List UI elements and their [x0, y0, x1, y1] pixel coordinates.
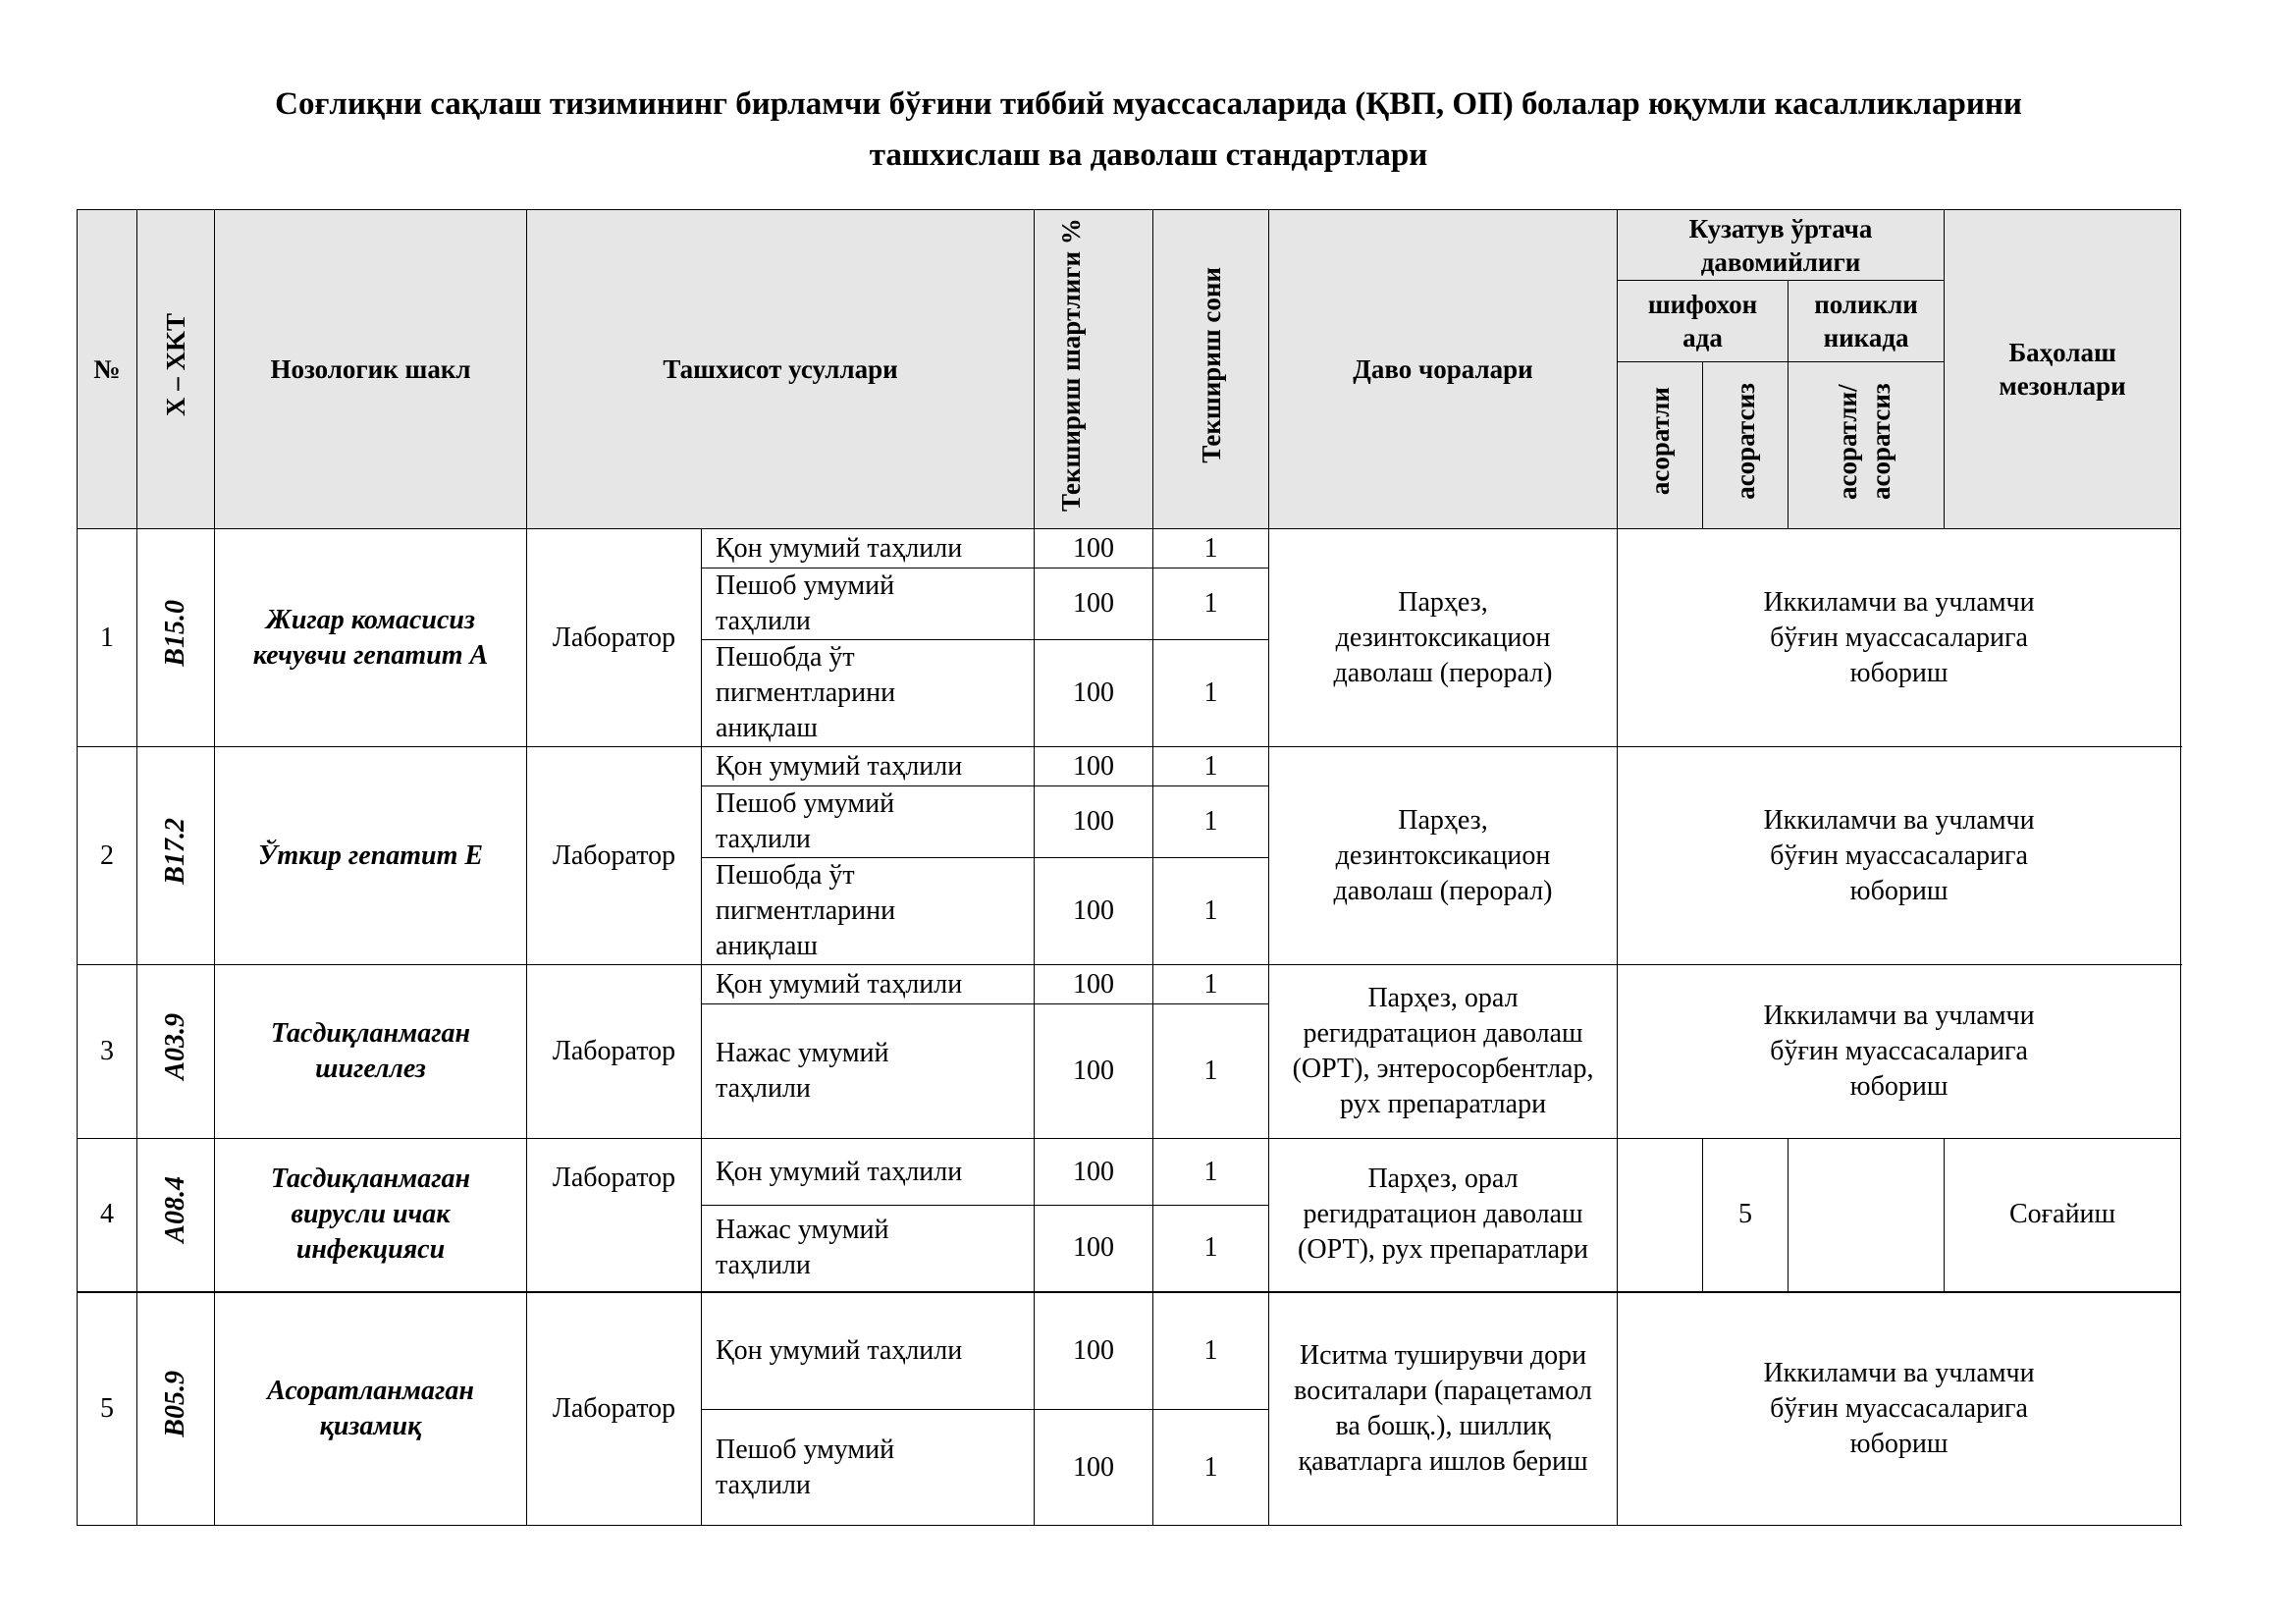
test-name: Нажас умумий таҳлили [702, 1206, 1035, 1292]
test-count: 1 [1153, 529, 1269, 568]
col-header-observation: Кузатув ўртача давомийлиги [1618, 210, 1945, 281]
col-header-icd-text: X – XKT [161, 313, 190, 417]
test-name: Пешоб умумий таҳлили [702, 786, 1035, 858]
nozology-name: Ўткир гепатит Е [215, 747, 527, 965]
row-number: 2 [78, 747, 137, 965]
test-name: Қон умумий таҳлили [702, 1292, 1035, 1410]
test-name: Қон умумий таҳлили [702, 529, 1035, 568]
col-header-polyclinic: поликли никада [1789, 281, 1945, 362]
test-percent: 100 [1035, 747, 1153, 786]
nozology-name: Тасдиқланмаган вирусли ичак инфекцияси [215, 1139, 527, 1292]
col-header-no: № [78, 210, 137, 529]
referral-text: Иккиламчи ва учламчи бўғин муассасаларига юбориш [1618, 529, 2181, 747]
test-name: Қон умумий таҳлили [702, 965, 1035, 1004]
row-number: 5 [78, 1292, 137, 1526]
test-percent: 100 [1035, 1292, 1153, 1410]
test-count: 1 [1153, 1292, 1269, 1410]
col-header-icd [137, 210, 215, 529]
icd-code: B17.2 [160, 817, 190, 885]
test-percent: 100 [1035, 1206, 1153, 1292]
test-name: Пешобда ўт пигментларини аниқлаш [702, 640, 1035, 747]
test-percent: 100 [1035, 965, 1153, 1004]
col-header-hospital: шифохон ада [1618, 281, 1789, 362]
test-percent: 100 [1035, 1139, 1153, 1206]
test-count: 1 [1153, 747, 1269, 786]
test-count: 1 [1153, 1206, 1269, 1292]
col-header-complicated-text: асоратли [1645, 387, 1676, 496]
uncomplicated-days: 5 [1703, 1139, 1789, 1292]
test-count: 1 [1153, 786, 1269, 858]
row-number: 3 [78, 965, 137, 1139]
test-name: Қон умумий таҳлили [702, 747, 1035, 786]
test-count: 1 [1153, 1410, 1269, 1526]
icd-code-cell [137, 965, 215, 1139]
nozology-name: Жигар комасисиз кечувчи гепатит А [215, 529, 527, 747]
nozology-name: Асоратланмаган қизамиқ [215, 1292, 527, 1526]
test-percent: 100 [1035, 858, 1153, 965]
col-header-compl-uncompl-text: асоратли/ асоратсиз [1833, 383, 1896, 500]
test-name: Пешобда ўт пигментларини аниқлаш [702, 858, 1035, 965]
treatment-text: Парҳез, орал регидратацион даволаш (ОРТ), рух препаратлари [1269, 1139, 1618, 1292]
test-percent: 100 [1035, 529, 1153, 568]
row-number: 4 [78, 1139, 137, 1292]
test-name: Пешоб умумий таҳлили [702, 1410, 1035, 1526]
treatment-text: Парҳез, орал регидратацион даволаш (ОРТ), энтеросорбентлар, рух препаратлари [1269, 965, 1618, 1139]
title-line-2: ташхислаш ва даволаш стандартлари [869, 137, 1428, 173]
treatment-text: Парҳез, дезинтоксикацион даволаш (перорал) [1269, 747, 1618, 965]
method-name: Лаборатор [527, 529, 702, 747]
icd-code-cell [137, 529, 215, 747]
standards-table [77, 209, 2181, 1526]
col-header-complicated [1618, 362, 1703, 529]
col-header-uncomplicated-text: асоратсиз [1731, 383, 1761, 500]
test-name: Пешоб умумий таҳлили [702, 568, 1035, 640]
test-name: Нажас умумий таҳлили [702, 1004, 1035, 1139]
test-percent: 100 [1035, 568, 1153, 640]
col-header-nozology: Нозологик шакл [215, 210, 527, 529]
test-count: 1 [1153, 858, 1269, 965]
test-count: 1 [1153, 1139, 1269, 1206]
test-percent: 100 [1035, 1004, 1153, 1139]
nozology-name: Тасдиқланмаган шигеллез [215, 965, 527, 1139]
icd-code-cell [137, 1139, 215, 1292]
treatment-text: Парҳез, дезинтоксикацион даволаш (перорал) [1269, 529, 1618, 747]
method-name: Лаборатор [527, 1292, 702, 1526]
col-header-compl-uncompl [1789, 362, 1945, 529]
complicated-days [1618, 1139, 1703, 1292]
col-header-evaluation: Баҳолаш мезонлари [1945, 210, 2181, 529]
icd-code: A03.9 [160, 1013, 190, 1080]
referral-text: Иккиламчи ва учламчи бўғин муассасаларига юбориш [1618, 747, 2181, 965]
col-header-check-percent-text: Текшириш шартлиги % [1056, 218, 1087, 513]
method-name: Лаборатор [527, 1139, 702, 1292]
method-name: Лаборатор [527, 747, 702, 965]
test-count: 1 [1153, 1004, 1269, 1139]
test-percent: 100 [1035, 640, 1153, 747]
row-number: 1 [78, 529, 137, 747]
title-line-1: Соғлиқни сақлаш тизимининг бирламчи бўғини тиббий муассасаларида (ҚВП, ОП) болалар юқумли касалликларини [275, 86, 2022, 122]
test-count: 1 [1153, 965, 1269, 1004]
test-count: 1 [1153, 568, 1269, 640]
test-name: Қон умумий таҳлили [702, 1139, 1035, 1206]
treatment-text: Иситма туширувчи дори воситалари (парацетамол ва бошқ.), шиллиқ қаватларга ишлов бериш [1269, 1292, 1618, 1526]
col-header-check-percent [1035, 210, 1153, 529]
col-header-check-count [1153, 210, 1269, 529]
icd-code: B15.0 [160, 599, 190, 667]
test-percent: 100 [1035, 1410, 1153, 1526]
polyclinic-days [1789, 1139, 1945, 1292]
col-header-uncomplicated [1703, 362, 1789, 529]
referral-text: Иккиламчи ва учламчи бўғин муассасаларига юбориш [1618, 965, 2181, 1139]
method-name: Лаборатор [527, 965, 702, 1139]
document-title [59, 79, 2238, 181]
referral-text: Иккиламчи ва учламчи бўғин муассасаларига юбориш [1618, 1292, 2181, 1526]
col-header-treatment: Даво чоралари [1269, 210, 1618, 529]
evaluation-text: Соғайиш [1945, 1139, 2181, 1292]
icd-code-cell [137, 747, 215, 965]
test-count: 1 [1153, 640, 1269, 747]
col-header-check-count-text: Текшириш сони [1196, 267, 1226, 463]
icd-code-cell [137, 1292, 215, 1526]
test-percent: 100 [1035, 786, 1153, 858]
col-header-diagnostics: Ташхисот усуллари [527, 210, 1035, 529]
icd-code: A08.4 [160, 1176, 190, 1244]
icd-code: B05.9 [160, 1370, 190, 1437]
